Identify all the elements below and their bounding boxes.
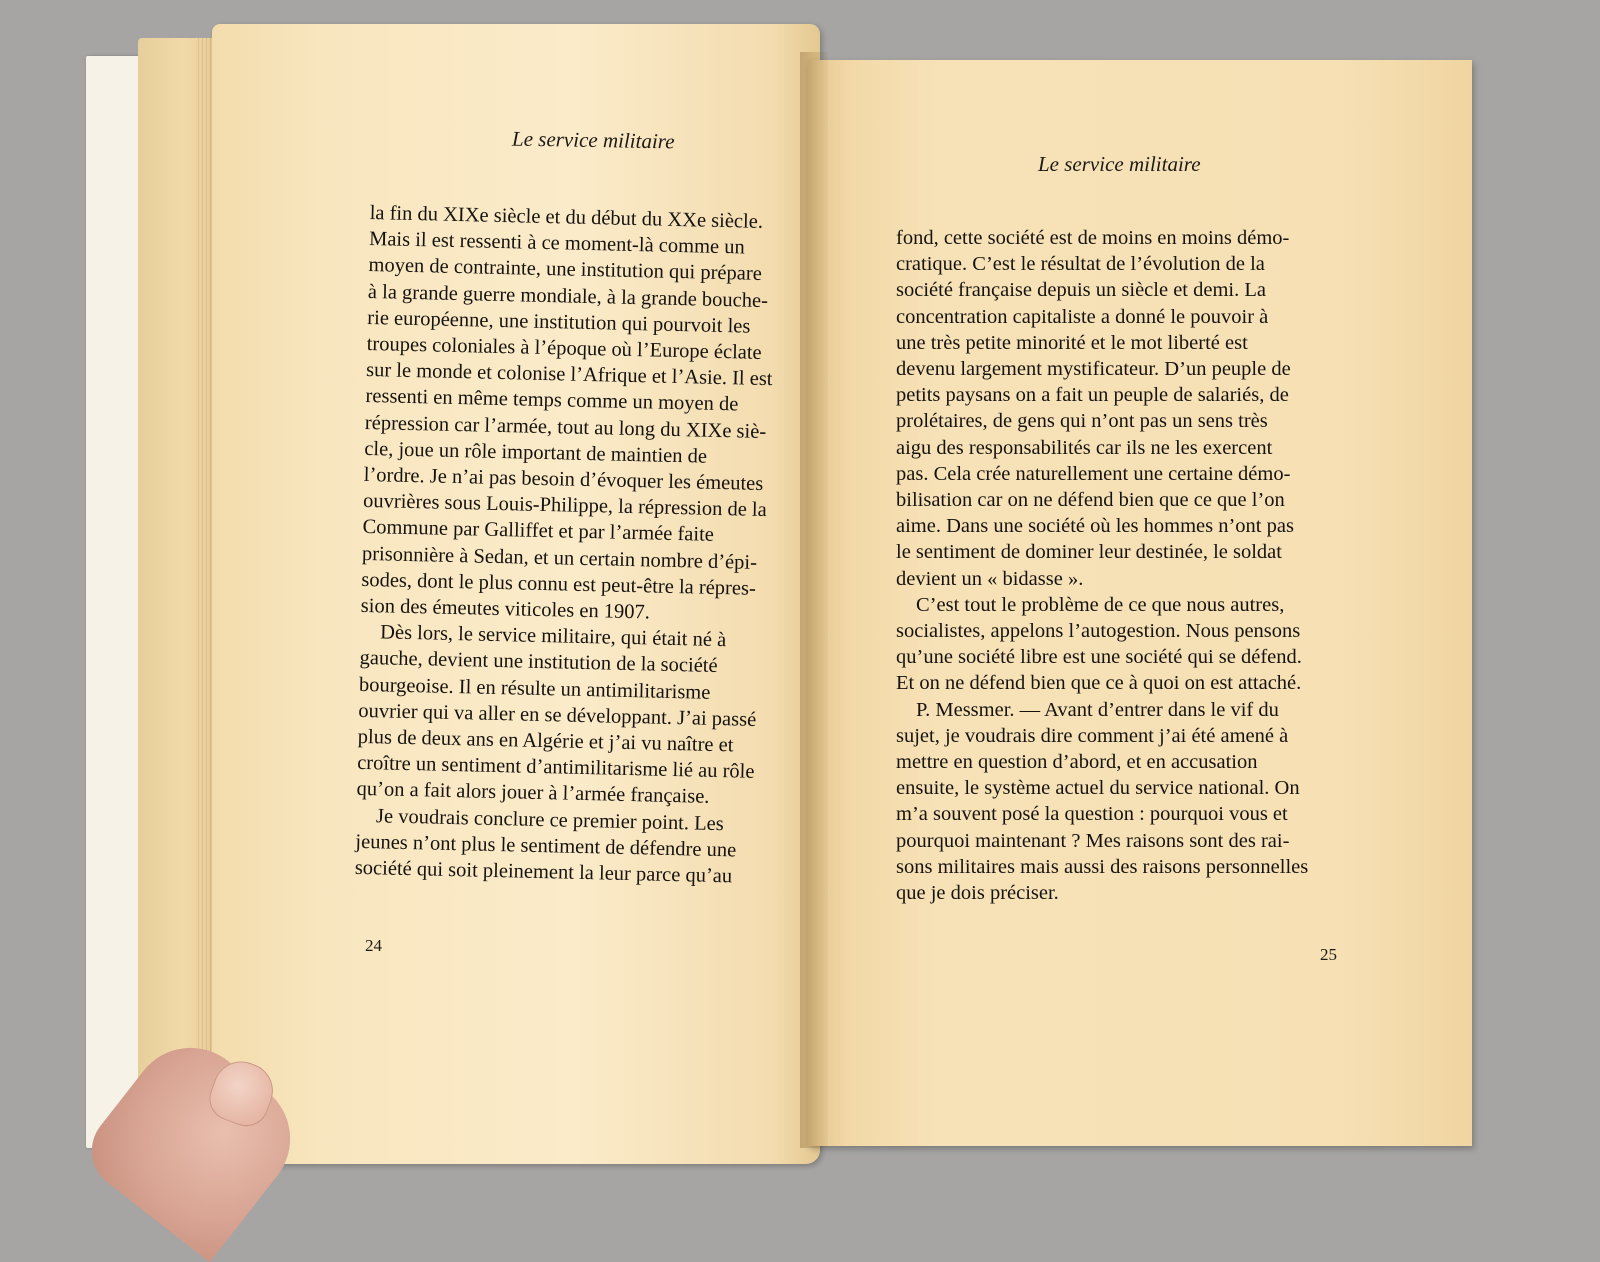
text-line: ouvrier qui va aller en se développant. J’ai passé <box>358 699 757 731</box>
text-line: m’a souvent posé la question : pourquoi vous et <box>896 803 1288 826</box>
text-line: cratique. C’est le résultat de l’évolution de la <box>896 253 1265 276</box>
left-page-number: 24 <box>365 936 382 955</box>
text-line: prolétaires, de gens qui n’ont pas un sens très <box>896 410 1268 433</box>
text-line: cle, joue un rôle important de maintien de <box>364 437 708 468</box>
text-line: qu’une société libre est une société qui se défend. <box>896 646 1302 669</box>
right-page-number: 25 <box>1320 945 1337 964</box>
text-line: l’ordre. Je n’ai pas besoin d’évoquer les émeutes <box>363 463 764 496</box>
text-line: Je voudrais conclure ce premier point. Les <box>375 804 724 835</box>
text-line: qu’on a fait alors jouer à l’armée française. <box>356 778 710 809</box>
text-line: société française depuis un siècle et demi. La <box>896 279 1266 302</box>
text-line: sons militaires mais aussi des raisons personnelles <box>896 855 1309 878</box>
text-line: que je dois préciser. <box>896 882 1059 905</box>
text-line: pas. Cela crée naturellement une certaine démo- <box>896 462 1291 485</box>
text-line: sujet, je voudrais dire comment j’ai été amené à <box>896 724 1289 747</box>
text-line: Commune par Galliffet et par l’armée faite <box>362 516 715 547</box>
text-line: ouvrières sous Louis-Philippe, la répression de la <box>362 490 767 522</box>
text-line: bourgeoise. Il en résulte un antimilitarisme <box>358 673 711 704</box>
text-line: socialistes, appelons l’autogestion. Nous pensons <box>896 620 1301 643</box>
text-line: fond, cette société est de moins en moins démo- <box>896 227 1290 249</box>
text-line: mettre en question d’abord, et en accusation <box>896 751 1258 774</box>
text-line: devient un « bidasse ». <box>896 567 1084 590</box>
text-line: jeunes n’ont plus le sentiment de défendre une <box>355 830 737 862</box>
text-line: gauche, devient une institution de la société <box>359 647 718 678</box>
text-line: rie européenne, une institution qui pourvoit les <box>367 306 751 338</box>
text-line: Dès lors, le service militaire, qui était né à <box>379 621 727 652</box>
text-line: sodes, dont le plus connu est peut-être la répres- <box>361 568 757 600</box>
text-line: pourquoi maintenant ? Mes raisons sont des rai- <box>896 829 1290 852</box>
text-line: ressenti en même temps comme un moyen de <box>365 385 739 416</box>
text-line: à la grande guerre mondiale, à la grande bouche- <box>367 280 769 312</box>
text-line: concentration capitaliste a donné le pouvoir à <box>896 305 1269 328</box>
text-line: bilisation car on ne défend bien que ce que l’on <box>896 489 1285 512</box>
text-line: aigu des responsabilités car ils ne les exercent <box>896 436 1273 459</box>
text-line: société qui soit pleinement la leur parce qu’au <box>354 856 733 888</box>
left-running-head: Le service militaire <box>511 126 675 154</box>
text-line: troupes coloniales à l’époque où l’Europe éclate <box>366 332 762 364</box>
text-line: plus de deux ans en Algérie et j’ai vu naître et <box>357 725 734 757</box>
text-line: petits paysans on a fait un peuple de salariés, de <box>896 384 1289 407</box>
text-line: devenu largement mystificateur. D’un peuple de <box>896 358 1291 381</box>
text-line: prisonnière à Sedan, et un certain nombre d’épi- <box>361 542 758 574</box>
left-page-text <box>355 200 808 891</box>
text-line: Mais il est ressenti à ce moment-là comme un <box>368 228 745 259</box>
text-line: répression car l’armée, tout au long du XIXe siè- <box>364 411 767 443</box>
text-line: une très petite minorité et le mot liberté est <box>896 331 1248 354</box>
text-line: sur le monde et colonise l’Afrique et l’Asie. Il est <box>365 359 773 391</box>
text-line: sion des émeutes viticoles en 1907. <box>360 594 651 624</box>
text-line: moyen de contrainte, une institution qui prépare <box>368 254 763 286</box>
text-line: la fin du XIXe siècle et du début du XXe siècle. <box>369 201 764 233</box>
text-line: ensuite, le système actuel du service national. On <box>896 777 1300 800</box>
text-line: croître un sentiment d’antimilitarisme lié au rôle <box>356 752 755 784</box>
text-line: le sentiment de dominer leur destinée, le soldat <box>896 541 1282 564</box>
right-page-text <box>896 225 1342 906</box>
text-line: C’est tout le problème de ce que nous autres, <box>916 593 1285 616</box>
text-line: aime. Dans une société où les hommes n’ont pas <box>896 515 1294 538</box>
text-line: P. Messmer. — Avant d’entrer dans le vif du <box>916 698 1279 721</box>
text-line: Et on ne défend bien que ce à quoi on est attaché. <box>896 672 1302 695</box>
right-running-head: Le service militaire <box>1038 152 1201 176</box>
